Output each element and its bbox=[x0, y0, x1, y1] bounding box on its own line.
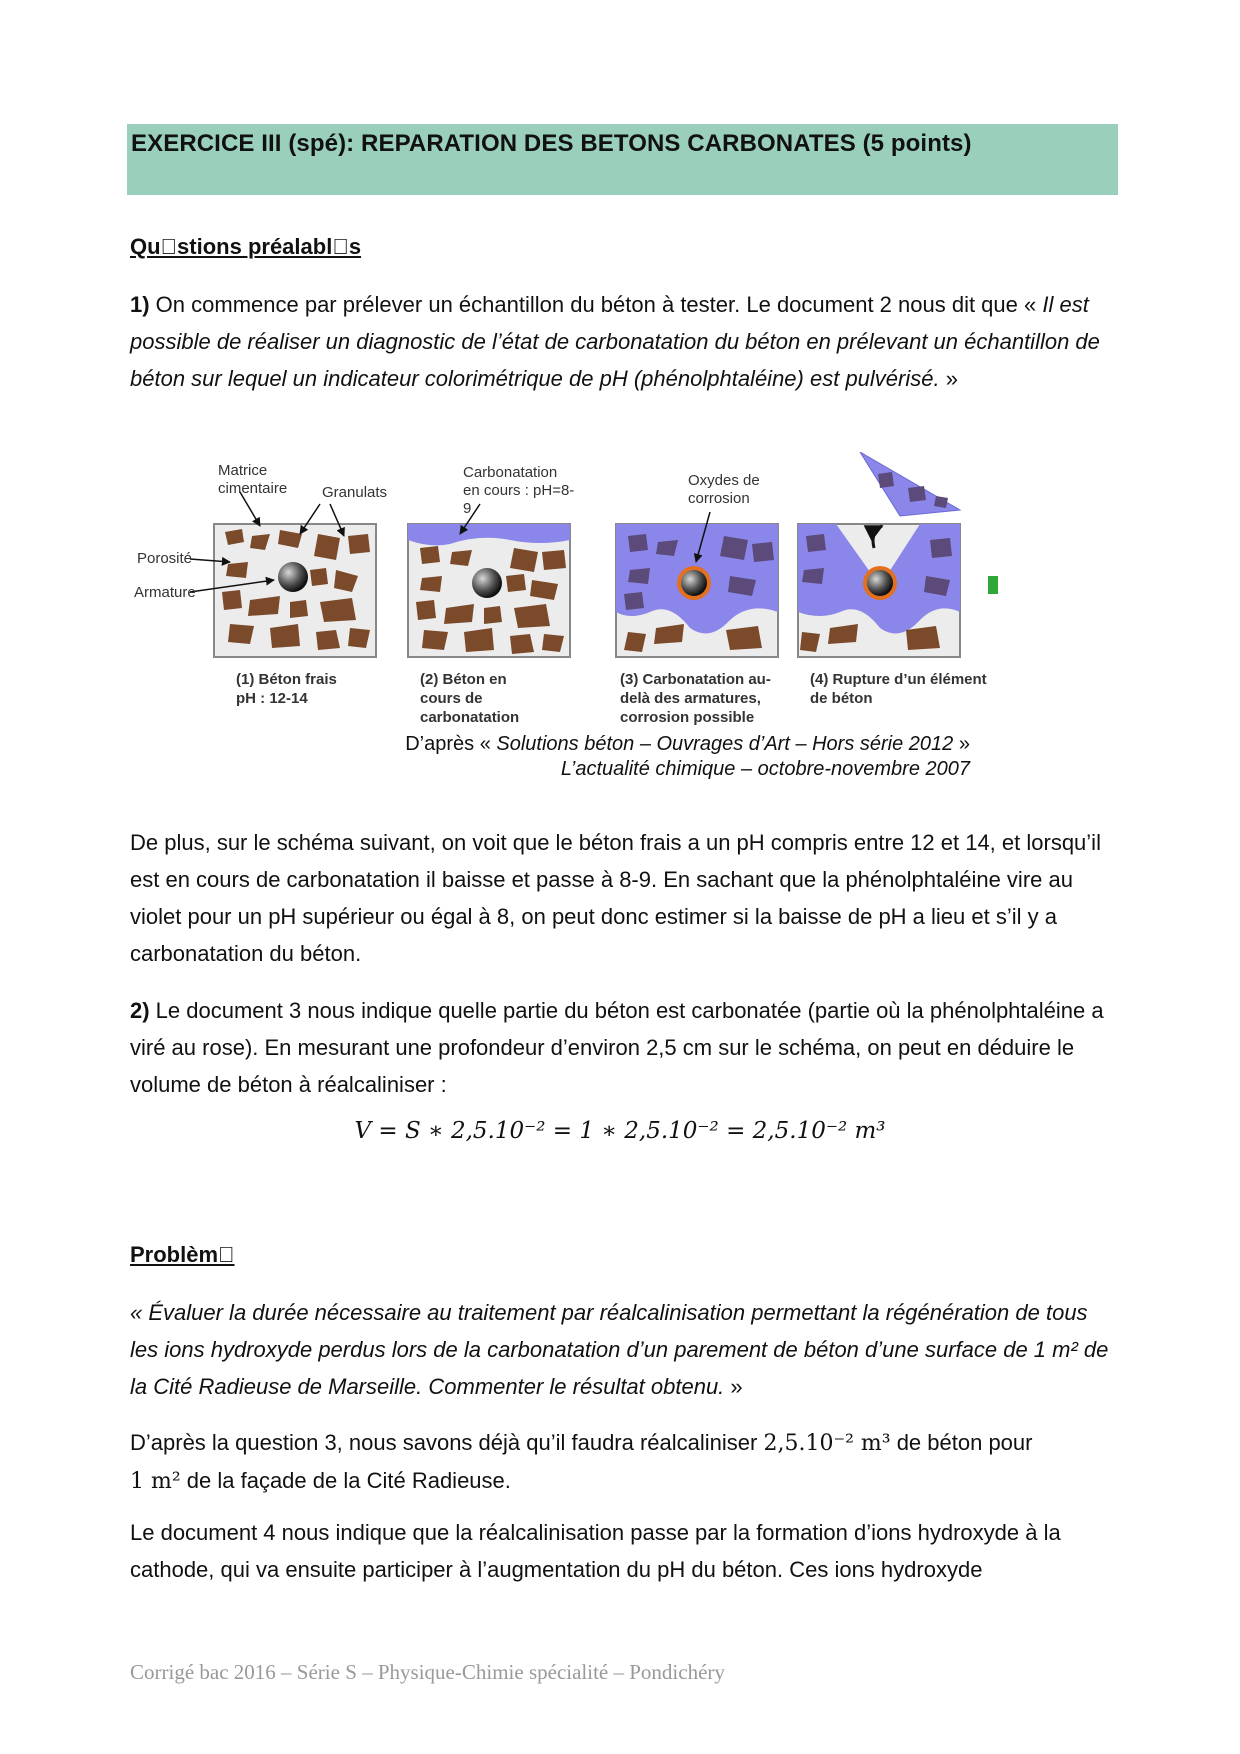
question-2-paragraph bbox=[130, 992, 1120, 1103]
document-4-paragraph: Le document 4 nous indique que la réalcalinisation passe par la formation d’ions hydroxyde à la cathode, qui va ensuite participer à l’augmentation du pH du béton. Ces ions hydroxyde bbox=[130, 1520, 1061, 1582]
block-carbonation-beyond-reinforcement bbox=[616, 524, 778, 657]
q3-middle: de béton pour bbox=[890, 1430, 1033, 1455]
label-granulats: Granulats bbox=[322, 484, 388, 501]
label-armature: Armature bbox=[134, 584, 196, 601]
section-heading-preliminary: Qu stions préalabl s bbox=[130, 234, 362, 259]
question-1-end: » bbox=[939, 366, 958, 391]
q3-area: 1 m² bbox=[130, 1469, 181, 1494]
page-footer: Corrigé bac 2016 – Série S – Physique-Chimie spécialité – Pondichéry bbox=[130, 1660, 725, 1684]
label-carbonatation: Carbonatation en cours : pH=8-9 bbox=[463, 464, 575, 517]
question-2-number: 2) bbox=[130, 998, 150, 1023]
q3-suffix: de la façade de la Cité Radieuse. bbox=[180, 1468, 511, 1493]
ph-explanation-paragraph: De plus, sur le schéma suivant, on voit que le béton frais a un pH compris entre 12 et 14, et lorsqu’il est en cours de carbonatation il baisse et passe à 8-9. En sachant que la phénolphtaléine vire au violet pour un pH supérieur ou égal à 8, on peut donc estimer si la baisse de pH a lieu et s’il y a carbonatation du béton. bbox=[130, 830, 1101, 966]
problem-quote: « Évaluer la durée nécessaire au traitement par réalcalinisation permettant la régénération de tous les ions hydroxyde perdus lors de la carbonatation d’un parement de béton d’une surface de 1 m² de la Cité Radieuse de Marseille. Commenter le résultat obtenu. bbox=[130, 1300, 1109, 1399]
caption-stage-3: (3) Carbonatation au-delà des armatures, corrosion possible bbox=[620, 671, 771, 726]
source-line-2: L’actualité chimique – octobre-novembre 2007 bbox=[560, 758, 970, 780]
source-line-1: D’après « Solutions béton – Ouvrages d’Art – Hors série 2012 » bbox=[405, 733, 970, 755]
question-1-number: 1) bbox=[130, 292, 150, 317]
block-concrete-rupture bbox=[798, 452, 960, 657]
q3-prefix: D’après la question 3, nous savons déjà qu’il faudra réalcaliniser bbox=[130, 1430, 764, 1455]
question-1-text: On commence par prélever un échantillon du béton à tester. Le document 2 nous dit que « bbox=[149, 292, 1043, 317]
caption-stage-2: (2) Béton en cours de carbonatation bbox=[420, 671, 520, 726]
label-matrice: Matrice cimentaire bbox=[218, 462, 288, 497]
problem-statement bbox=[130, 1294, 1120, 1405]
carbonation-figure bbox=[130, 452, 1080, 792]
question-2-text: Le document 3 nous indique quelle partie du béton est carbonatée (partie où la phénolphtaléine a viré au rose). En mesurant une profondeur d’environ 2,5 cm sur le schéma, on peut en déduire le volume de béton à réalcaliniser : bbox=[130, 998, 1104, 1097]
equation-text: V = S ∗ 2,5.10⁻² = 1 ∗ 2,5.10⁻² = 2,5.10⁻² m³ bbox=[354, 1118, 886, 1144]
question-1-quote: Il est possible de réaliser un diagnostic de l’état de carbonatation du béton en prélevant un échantillon de béton sur lequel un indicateur colorimétrique de pH (phénolphtaléine) est pulvérisé. bbox=[130, 292, 1100, 391]
exercise-title-banner bbox=[127, 124, 1118, 195]
volume-equation bbox=[0, 1118, 1240, 1144]
block-fresh-concrete bbox=[214, 524, 376, 657]
figure-source bbox=[210, 732, 970, 782]
block-carbonation-in-progress bbox=[408, 524, 570, 657]
label-oxydes: Oxydes de corrosion bbox=[688, 472, 760, 507]
label-porosite: Porosité bbox=[137, 550, 193, 567]
problem-quote-end: » bbox=[724, 1374, 743, 1399]
question-1-paragraph bbox=[130, 286, 1120, 397]
q3-volume: 2,5.10⁻² m³ bbox=[763, 1431, 891, 1456]
section-heading-problem: Problèm  bbox=[130, 1242, 235, 1267]
exercise-title: EXERCICE III (spé): REPARATION DES BETONS CARBONATES (5 points) bbox=[131, 130, 972, 157]
caption-stage-1: (1) Béton frais pH : 12-14 bbox=[236, 671, 337, 707]
caption-stage-4: (4) Rupture d’un élément de béton bbox=[810, 671, 987, 707]
question-3-reference-paragraph bbox=[130, 1424, 1120, 1500]
